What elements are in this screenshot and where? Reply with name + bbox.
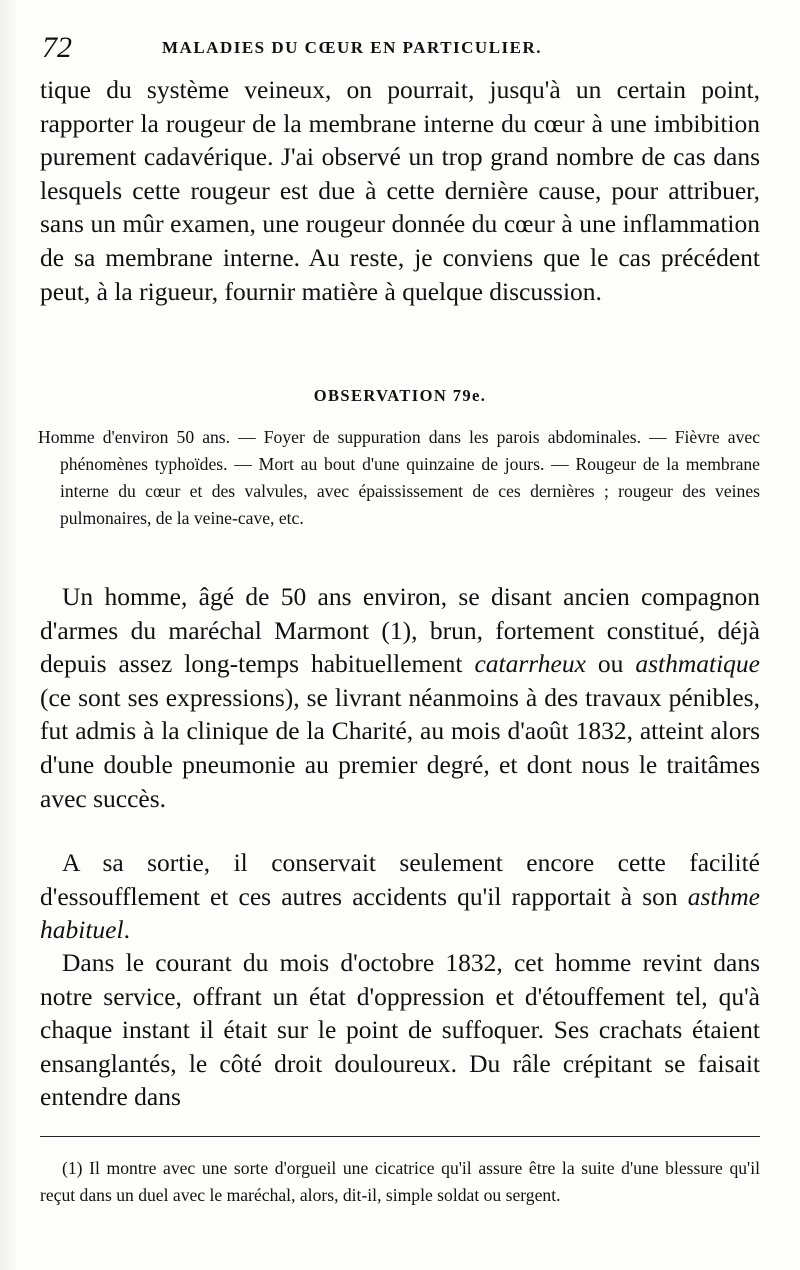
case-paragraph-1-text-c: (ce sont ses expressions), se livrant néanmoins à des travaux pénibles, fut admis à la clinique de la Charité, au mois d'août 1832, atteint alors d'une double pneumonie au premier degré, et dont nous le traitâmes avec succès. (40, 682, 760, 813)
case-paragraph-3: Dans le courant du mois d'octobre 1832, cet homme revint dans notre service, offrant un état d'oppression et d'étouffement tel, qu'à chaque instant il était sur le point de suffoquer. Ses crachats étaient ensanglantés, le côté droit douloureux. Du râle crépitant se faisait entendre dans (40, 948, 760, 1112)
case-paragraph-1 (40, 580, 760, 815)
opening-paragraph: tique du système veineux, on pourrait, jusqu'à un certain point, rapporter la rougeur de la membrane interne du cœur à une imbibition purement cadavérique. J'ai observé un trop grand nombre de cas dans lesquels cette rougeur est due à cette dernière cause, pour attribuer, sans un mûr examen, une rougeur donnée du cœur à une inflammation de sa membrane interne. Au reste, je conviens que le cas précédent peut, à la rigueur, fournir matière à quelque discussion. (40, 75, 760, 306)
case-paragraph-2-text-b: . (123, 915, 130, 945)
case-paragraph-1-italic-1: catarrheux (474, 649, 586, 679)
observation-summary: Homme d'environ 50 ans. — Foyer de suppuration dans les parois abdominales. — Fièvre avec phénomènes typhoïdes. — Mort au bout d'une quinzaine de jours. — Rougeur de la membrane interne du cœur et des valvules, avec épaississement de ces dernières ; rougeur des veines pulmonaires, de la veine-cave, etc. (38, 427, 760, 528)
page-number: 72 (42, 31, 72, 64)
case-paragraph-2-italic: asthme habituel (40, 881, 760, 945)
page-header (42, 30, 758, 66)
case-paragraph-1-text-a: Un homme, âgé de 50 ans environ, se disant ancien compagnon d'armes du maréchal Marmont (1), brun, fortement constitué, déjà depuis assez long-temps habituellement (40, 582, 760, 679)
case-paragraph-2 (40, 846, 760, 947)
case-paragraph-1-italic-2: asthmatique (635, 649, 761, 679)
observation-title: OBSERVATION 79e. (313, 386, 487, 405)
case-paragraph-2-text-a: A sa sortie, il conservait seulement encore cette facilité d'essoufflement et ces autres accidents qu'il rapportait à son (40, 848, 760, 911)
case-paragraph-1-text-b: ou (585, 649, 636, 679)
footnote: (1) Il montre avec une sorte d'orgueil une cicatrice qu'il assure être la suite d'une blessure qu'il reçut dans un duel avec le maréchal, alors, dit-il, simple soldat ou sergent. (40, 1158, 760, 1205)
running-head: MALADIES DU CŒUR EN PARTICULIER. (162, 38, 543, 57)
footnote-divider (40, 1136, 760, 1137)
